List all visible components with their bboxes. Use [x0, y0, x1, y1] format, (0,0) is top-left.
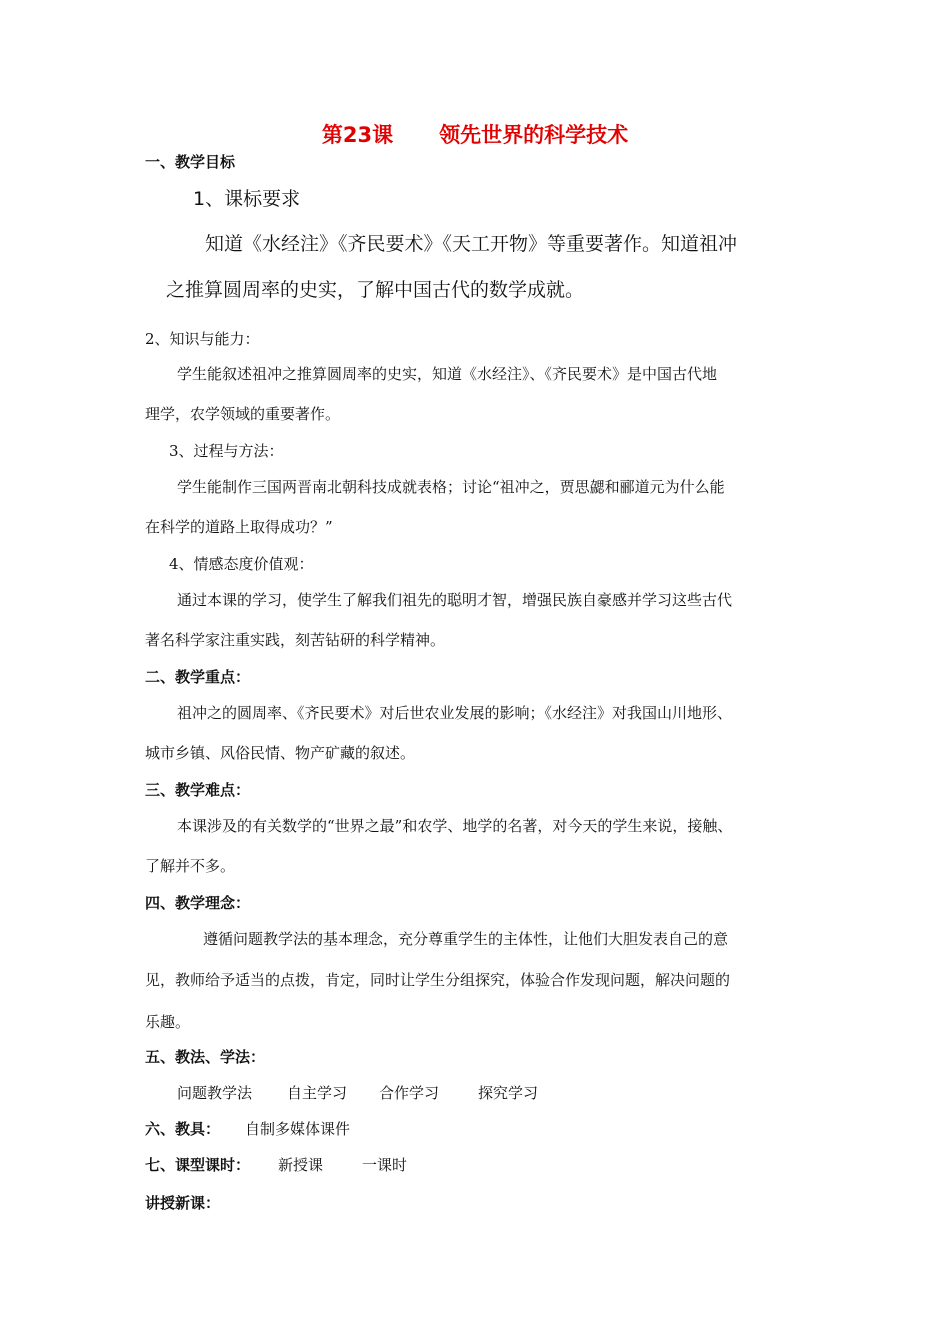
- section-heading-tools: 六、教具：: [145, 1120, 221, 1138]
- section-heading-key-points: 二、教学重点：: [145, 668, 251, 686]
- knowledge-text-line2: 理学，农学领域的重要著作。: [145, 405, 341, 423]
- sub-heading-process: 3、过程与方法：: [169, 442, 284, 460]
- method-item: 问题教学法: [177, 1084, 253, 1102]
- method-item: 自主学习: [287, 1084, 348, 1102]
- section-heading-objectives: 一、教学目标: [145, 153, 236, 171]
- sub-heading-values: 4、情感态度价值观：: [169, 555, 314, 573]
- page-title: [0, 119, 950, 149]
- method-item: 探究学习: [478, 1084, 539, 1102]
- method-item: 合作学习: [379, 1084, 440, 1102]
- class-hours-value: 一课时: [362, 1156, 408, 1174]
- values-text-line1: 通过本课的学习，使学生了解我们祖先的聪明才智，增强民族自豪感并学习这些古代: [177, 591, 733, 609]
- sub-heading-knowledge: 2、知识与能力：: [145, 330, 260, 348]
- lesson-name: 领先世界的科学技术: [439, 123, 629, 147]
- section-heading-new-lesson: 讲授新课：: [145, 1194, 221, 1212]
- philosophy-text-line2: 见，教师给予适当的点拨，肯定，同时让学生分组探究，体验合作发现问题，解决问题的: [145, 971, 731, 989]
- key-points-text-line2: 城市乡镇、风俗民情、物产矿藏的叙述。: [145, 744, 416, 762]
- knowledge-text-line1: 学生能叙述祖冲之推算圆周率的史实，知道《水经注》、《齐民要术》是中国古代地: [177, 365, 718, 383]
- lesson-number: 第23课: [321, 123, 394, 147]
- class-type-value: 新授课: [278, 1156, 324, 1174]
- process-text-line2: 在科学的道路上取得成功？”: [145, 518, 333, 536]
- process-text-line1: 学生能制作三国两晋南北朝科技成就表格；讨论“祖冲之，贾思勰和郦道元为什么能: [177, 478, 725, 496]
- curriculum-text-line2: 之推算圆周率的史实，了解中国古代的数学成就。: [166, 279, 585, 301]
- section-heading-class-type: 七、课型课时：: [145, 1156, 251, 1174]
- section-heading-methods: 五、教法、学法：: [145, 1048, 266, 1066]
- values-text-line2: 著名科学家注重实践，刻苦钻研的科学精神。: [145, 631, 446, 649]
- difficulties-text-line1: 本课涉及的有关数学的“世界之最”和农学、地学的名著，对今天的学生来说，接触、: [177, 817, 733, 835]
- section-heading-difficulties: 三、教学难点：: [145, 781, 251, 799]
- section-heading-philosophy: 四、教学理念：: [145, 894, 251, 912]
- philosophy-text-line3: 乐趣。: [145, 1013, 191, 1031]
- difficulties-text-line2: 了解并不多。: [145, 857, 236, 875]
- sub-heading-curriculum: 1、课标要求: [193, 188, 301, 210]
- curriculum-text-line1: 知道《水经注》《齐民要术》《天工开物》等重要著作。知道祖冲: [205, 233, 738, 255]
- tools-value: 自制多媒体课件: [245, 1120, 351, 1138]
- philosophy-text-line1: 遵循问题教学法的基本理念，充分尊重学生的主体性，让他们大胆发表自己的意: [203, 930, 729, 948]
- key-points-text-line1: 祖冲之的圆周率、《齐民要术》对后世农业发展的影响；《水经注》对我国山川地形、: [177, 704, 733, 722]
